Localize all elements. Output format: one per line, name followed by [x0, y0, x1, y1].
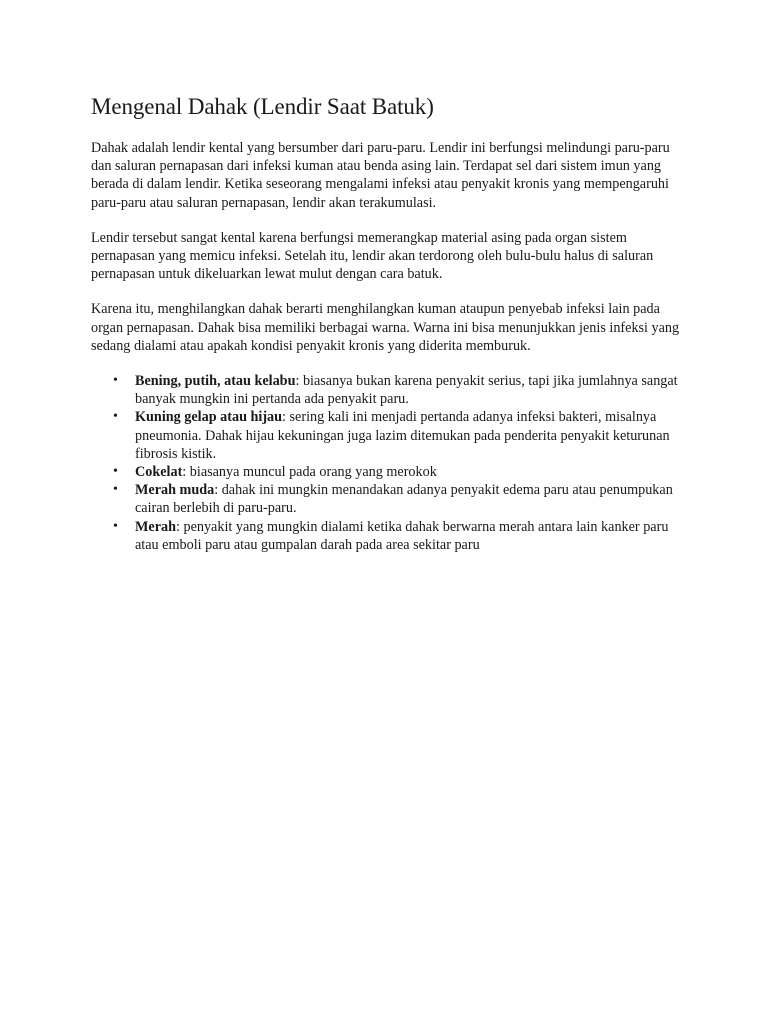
list-item	[91, 372, 681, 408]
list-item	[91, 518, 681, 554]
list-item-text: : biasanya bukan karena penyakit serius, tapi jika jumlahnya sangat banyak mungkin ini pertanda ada penyakit paru.	[135, 373, 678, 408]
list-item-term: Bening, putih, atau kelabu	[135, 373, 296, 390]
bullet-icon: •	[113, 482, 118, 498]
paragraph-1: Dahak adalah lendir kental yang bersumber dari paru-paru. Lendir ini berfungsi melindungi paru-paru dan saluran pernapasan dari infeksi kuman atau benda asing lain. Terdapat sel dari sistem imun yang berada di dalam lendir. Ketika seseorang mengalami infeksi atau penyakit kronis yang mempengaruhi paru-paru atau saluran pernapasan, lendir akan terakumulasi.	[91, 140, 670, 211]
list-item-text: : biasanya muncul pada orang yang merokok	[182, 464, 437, 481]
list-item	[91, 408, 681, 463]
document-title: Mengenal Dahak (Lendir Saat Batuk)	[91, 94, 434, 119]
list-item-term: Merah	[135, 518, 176, 535]
document-page	[91, 92, 681, 554]
list-item	[91, 481, 681, 517]
list-item-term: Kuning gelap atau hijau	[135, 409, 283, 426]
list-item	[91, 463, 681, 481]
list-item-text: : penyakit yang mungkin dialami ketika dahak berwarna merah antara lain kanker paru atau emboli paru atau gumpalan darah pada area sekitar paru	[135, 518, 669, 553]
list-item-term: Cokelat	[135, 464, 183, 481]
list-item-text: : sering kali ini menjadi pertanda adanya infeksi bakteri, misalnya pneumonia. Dahak hijau kekuningan juga lazim ditemukan pada penderita penyakit keturunan fibrosis kistik.	[135, 409, 670, 462]
bullet-icon: •	[113, 464, 118, 480]
list-item-text: : dahak ini mungkin menandakan adanya penyakit edema paru atau penumpukan cairan berlebih di paru-paru.	[135, 482, 673, 517]
bullet-icon: •	[113, 409, 118, 425]
sputum-color-list	[91, 372, 681, 554]
bullet-icon: •	[113, 518, 118, 534]
paragraph-2: Lendir tersebut sangat kental karena berfungsi memerangkap material asing pada organ sistem pernapasan yang memicu infeksi. Setelah itu, lendir akan terdorong oleh bulu-bulu halus di saluran pernapasan untuk dikeluarkan lewat mulut dengan cara batuk.	[91, 229, 654, 283]
paragraph-3: Karena itu, menghilangkan dahak berarti menghilangkan kuman ataupun penyebab infeksi lain pada organ pernapasan. Dahak bisa memiliki berbagai warna. Warna ini bisa menunjukkan jenis infeksi yang sedang dialami atau apakah kondisi penyakit kronis yang diderita memburuk.	[91, 301, 680, 354]
bullet-icon: •	[113, 373, 118, 389]
list-item-term: Merah muda	[135, 482, 215, 499]
